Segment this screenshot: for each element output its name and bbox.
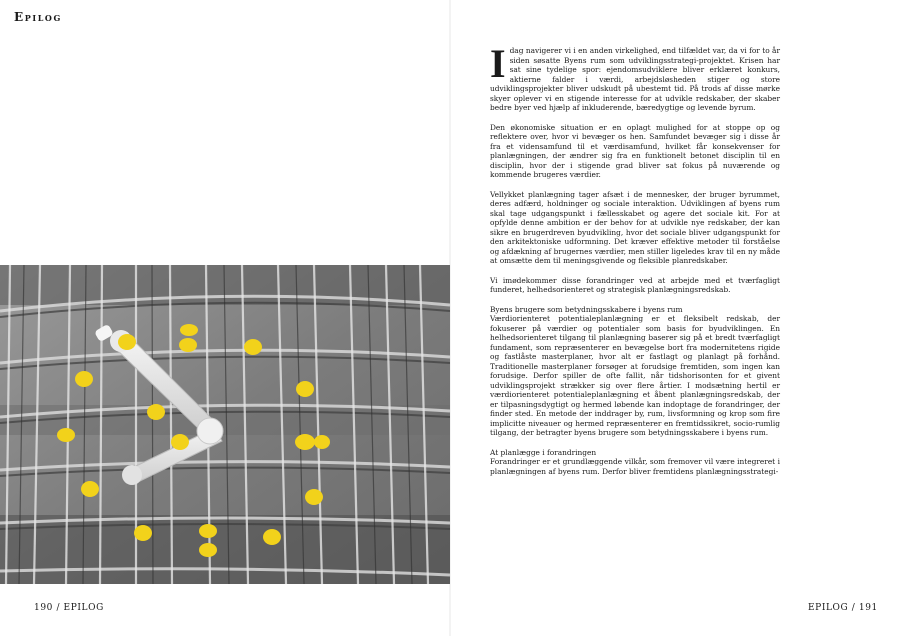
facade-photo-icon (0, 265, 450, 584)
article-paragraph-4: Vi imødekommer disse forandringer ved at arbejde med et tværfagligt funderet, helhedsorienteret og strategisk planlægningsredskab. (490, 275, 780, 294)
folio-left: 190 / EPILOG (34, 603, 104, 613)
article-paragraph-2: Den økonomiske situation er en oplagt mulighed for at stoppe op og reflektere over, hvor vi bevæger os hen. Samfundet bevæger sig i disse år fra et vidensamfund til et værdisamfund, hvilket får konsekvenser for planlægningen, der ændrer sig fra en funktionelt betonet disciplin til en disciplin, hvor der i stigende grad bliver sat fokus på nuværende og kommende brugeres værdier. (490, 122, 780, 179)
article-paragraph-3: Vellykket planlægning tager afsæt i de mennesker, der bruger byrummet, deres adfærd, holdninger og sociale interaktion. Udviklingen af byens rum skal tage udgangspunkt i fællesskabet og agere det sociale kit. For at opfylde denne ambition er der behov for at udvikle nye redskaber, der kan sikre en brugerdreven byudvikling, hvor det sociale bliver udgangspunkt for den arkitektoniske udformning. Det kræver effektive metoder til forståelse og afdækning af brugernes værdier, men stiller ligeledes krav til en ny måde at omsætte dem til meningsgivende og fleksible planredskaber. (490, 189, 780, 265)
folio-right: EPILOG / 191 (808, 603, 878, 613)
article-intro-paragraph (490, 41, 780, 113)
article-text-column (490, 41, 780, 486)
drop-cap: I (490, 41, 506, 86)
article-paragraph-5: Værdiorienteret potentialeplanlægning er et fleksibelt redskab, der fokuserer på værdier og potentialer som basis for byudviklingen. En helhedsorienteret tilgang til planlægning baserer sig på et bredt tværfagligt fundament, som repræsenterer en bevægelse bort fra modernitetens rigide og fastlåste masterplaner, hvor alt er fastlagt og planlagt på forhånd. Traditionelle masterplaner forsøger at forudsige fremtiden, som ingen kan forudsige. Derfor spiller de ofte fallit, når tidshorisonten for et givent udviklingsprojekt strækker sig over flere årtier. I modsætning hertil er værdiorienteret potentialeplanlægning et åbent planlægningsredskab, der er tilpasningsdygtigt og hermed løbende kan indoptage de forandringer, der finder sted. En metode der inddrager by, rum, livsformning og krop som fire implicitte niveauer og hermed repræsenterer en fremtidssikret, socio-rumlig tilgang, der betragter byens brugere som betydningsskabere i byens rum. (490, 314, 780, 437)
article-section-1 (490, 305, 780, 438)
section-subhead-2: At planlægge i forandringen (490, 447, 597, 457)
facade-photo (0, 265, 450, 584)
running-head: Epilog (14, 10, 62, 24)
article-paragraph-6: Forandringer er et grundlæggende vilkår, som fremover vil være integreret i planlægningen af byens rum. Derfor bliver fremtidens planlægningsstrategi- (490, 457, 780, 476)
section-subhead-1: Byens brugere som betydningsskabere i byens rum (490, 304, 683, 314)
article-section-2 (490, 448, 780, 477)
intro-text: dag navigerer vi i en anden virkelighed, end tilfældet var, da vi for to år siden søsatte Byens rum som udviklingsstrategi-projektet. Krisen har sat sine tydelige spor: ejendomsudviklere bliver erklæret konkurs, aktierne falder i værdi, arbejdsløsheden stiger og store udviklingsprojekter bliver udskudt på ubestemt tid. På trods af disse mørke skyer oplever vi en stigende interesse for at udvikle redskaber, der skaber bedre byer ved hjælp af inkluderende, bæredygtige og levende byrum. (490, 46, 780, 112)
